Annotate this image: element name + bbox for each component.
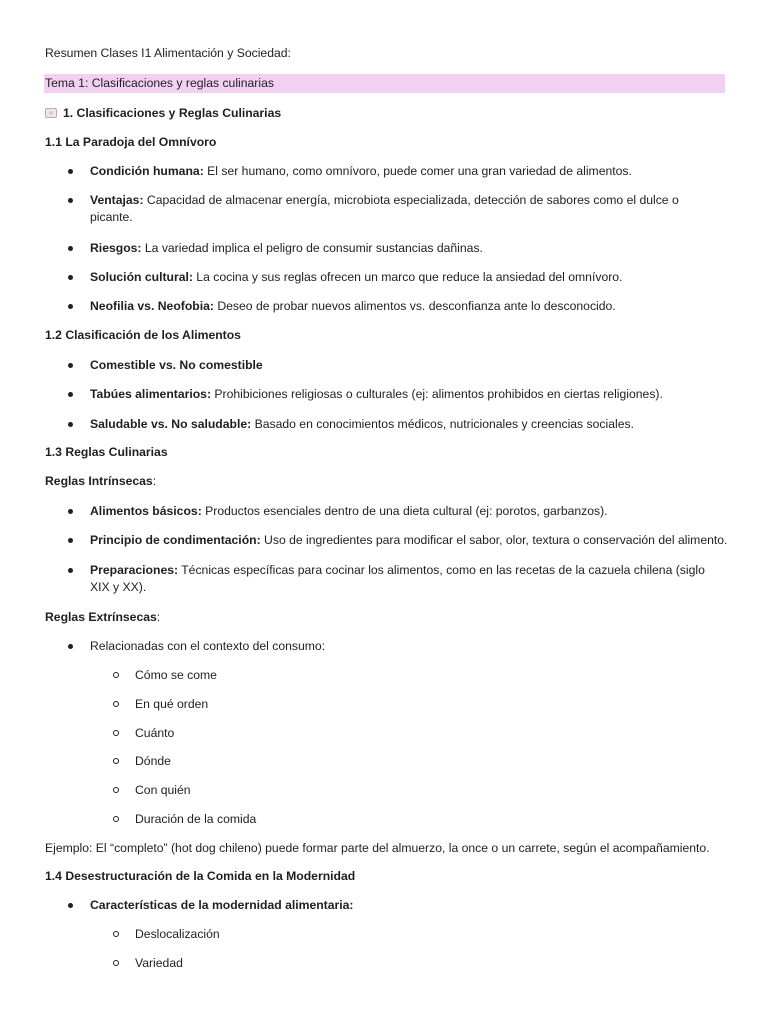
item-label: Principio de condimentación: [90, 533, 261, 547]
circle-bullet-icon [113, 730, 119, 736]
item-text: Prohibiciones religiosas o culturales (ej: alimentos prohibidos en ciertas religiones). [211, 387, 663, 401]
reglas-intrinsecas-text: Reglas Intrínsecas [45, 474, 153, 488]
item-label: Comestible vs. No comestible [90, 358, 263, 372]
bullet-icon [68, 568, 73, 573]
item-text: Uso de ingredientes para modificar el sabor, olor, textura o conservación del alimento. [260, 533, 728, 547]
document-title: Resumen Clases I1 Alimentación y Sociedad: [45, 46, 291, 60]
bullet-icon [68, 363, 73, 368]
item-label: Neofilia vs. Neofobia: [90, 299, 214, 313]
item-label: Condición humana: [90, 164, 204, 178]
item-label: Preparaciones: [90, 563, 179, 577]
bullet-icon [68, 538, 73, 543]
bullet-icon [68, 246, 73, 251]
section-1-4-heading: 1.4 Desestructuración de la Comida en la Modernidad [45, 869, 356, 883]
sub-item-text: Deslocalización [135, 927, 220, 941]
section-1-1-heading: 1.1 La Paradoja del Omnívoro [45, 135, 217, 149]
circle-bullet-icon [113, 816, 119, 822]
item-label: Alimentos básicos: [90, 504, 202, 518]
circle-bullet-icon [113, 701, 119, 707]
colon: : [156, 610, 161, 624]
item-text: Productos esenciales dentro de una dieta cultural (ej: porotos, garbanzos). [201, 504, 608, 518]
item-label: Riesgos: [90, 241, 142, 255]
bullet-icon [68, 422, 73, 427]
ejemplo-paragraph: Ejemplo: El “completo” (hot dog chileno) puede formar parte del almuerzo, la once o un carrete, según el acompañamiento. [45, 841, 710, 855]
item-text: El ser humano, como omnívoro, puede comer una gran variedad de alimentos. [203, 164, 632, 178]
plate-icon [45, 108, 57, 118]
circle-bullet-icon [113, 931, 119, 937]
bullet-icon [68, 304, 73, 309]
bullet-icon [68, 169, 73, 174]
item-text: Basado en conocimientos médicos, nutricionales y creencias sociales. [251, 417, 634, 431]
sub-item-text: Cuánto [135, 726, 175, 740]
sub-item-text: Dónde [135, 754, 171, 768]
section-1-heading [45, 105, 281, 122]
circle-bullet-icon [113, 758, 119, 764]
item-label: Tabúes alimentarios: [90, 387, 212, 401]
sub-item-text: Variedad [135, 956, 183, 970]
bullet-icon [68, 392, 73, 397]
colon: : [152, 474, 157, 488]
circle-bullet-icon [113, 787, 119, 793]
tema-highlight: Tema 1: Clasificaciones y reglas culinarias [44, 74, 725, 93]
bullet-icon [68, 903, 73, 908]
circle-bullet-icon [113, 672, 119, 678]
sub-item-text: En qué orden [135, 697, 209, 711]
reglas-extrinsecas-label [45, 609, 160, 626]
sub-item-text: Duración de la comida [135, 812, 257, 826]
sub-item-text: Con quién [135, 783, 191, 797]
section-1-3-heading: 1.3 Reglas Culinarias [45, 445, 168, 459]
section-1-2-heading: 1.2 Clasificación de los Alimentos [45, 328, 241, 342]
item-text: Capacidad de almacenar energía, microbiota especializada, detección de sabores como el dulce o picante. [90, 193, 679, 224]
item-text: La cocina y sus reglas ofrecen un marco que reduce la ansiedad del omnívoro. [192, 270, 623, 284]
item-label: Características de la modernidad alimentaria: [90, 898, 354, 912]
item-label: Ventajas: [90, 193, 144, 207]
reglas-intrinsecas-label [45, 473, 156, 490]
item-text: Deseo de probar nuevos alimentos vs. desconfianza ante lo desconocido. [213, 299, 616, 313]
item-label: Solución cultural: [90, 270, 193, 284]
item-text: Relacionadas con el contexto del consumo: [90, 639, 326, 653]
bullet-icon [68, 644, 73, 649]
item-text: La variedad implica el peligro de consumir sustancias dañinas. [141, 241, 483, 255]
circle-bullet-icon [113, 960, 119, 966]
bullet-icon [68, 275, 73, 280]
item-text: Técnicas específicas para cocinar los alimentos, como en las recetas de la cazuela chilena (siglo XIX y XX). [90, 563, 705, 594]
section-1-heading-text: 1. Clasificaciones y Reglas Culinarias [63, 106, 282, 120]
reglas-extrinsecas-text: Reglas Extrínsecas [45, 610, 157, 624]
sub-item-text: Cómo se come [135, 668, 217, 682]
item-label: Saludable vs. No saludable: [90, 417, 252, 431]
bullet-icon [68, 198, 73, 203]
bullet-icon [68, 509, 73, 514]
